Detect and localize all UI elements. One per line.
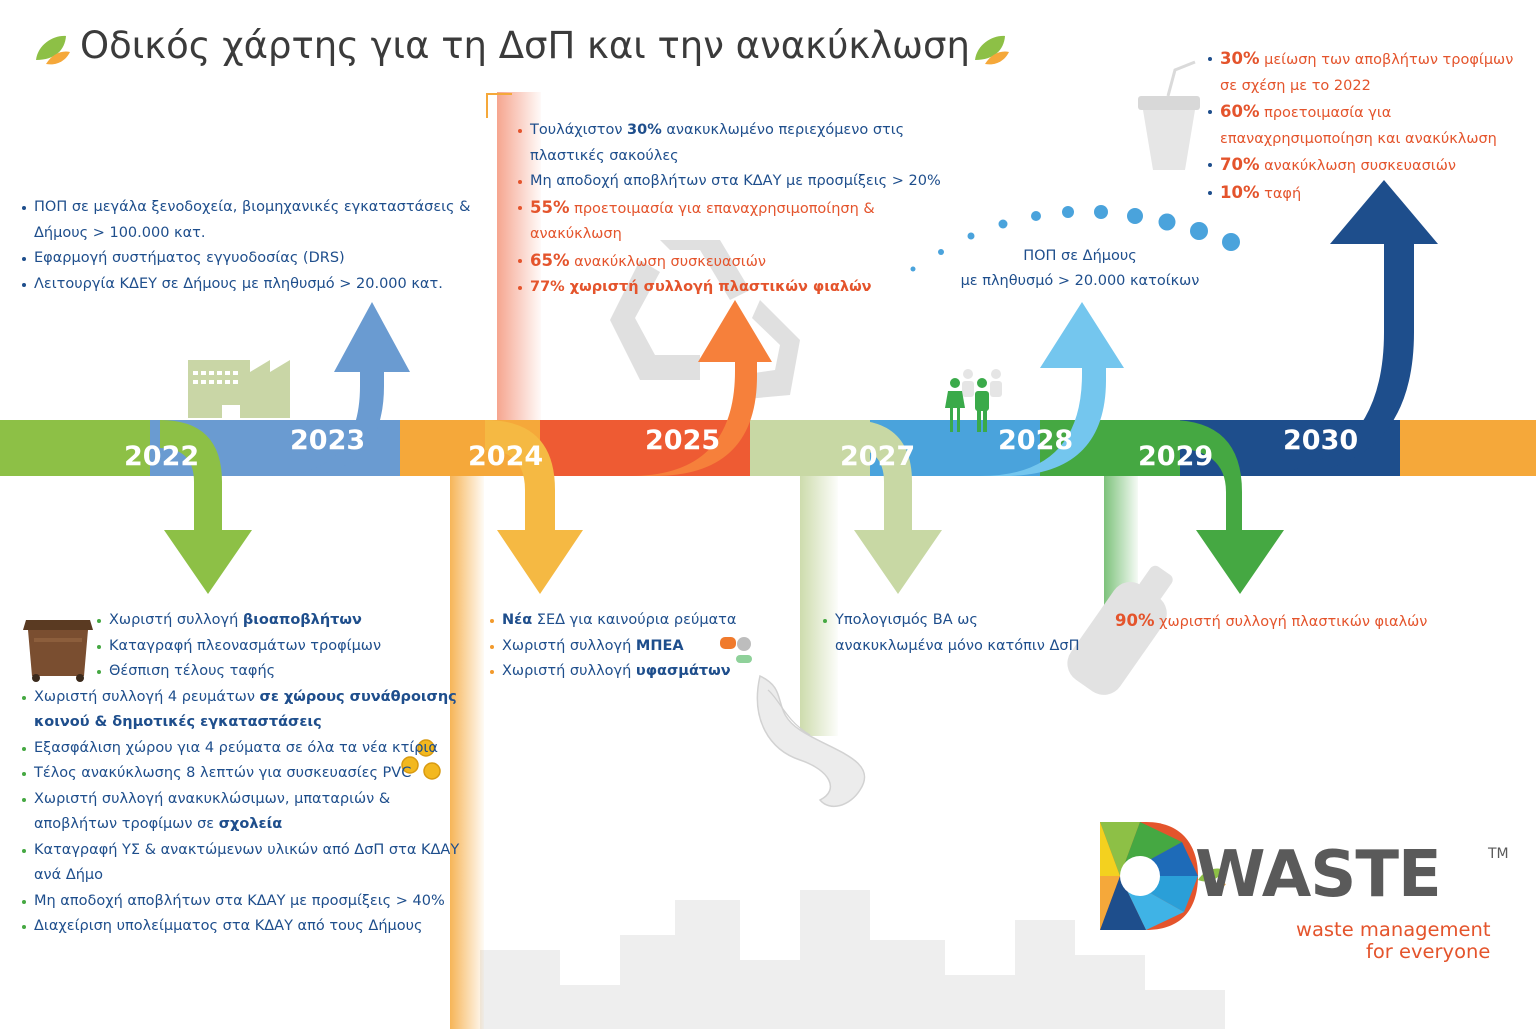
milestone-text: Χωριστή συλλογή xyxy=(109,612,243,628)
milestones-2027 xyxy=(823,608,1083,659)
milestone-text: Τουλάχιστον xyxy=(530,122,628,138)
year-label-2028: 2028 xyxy=(998,425,1074,456)
milestones-2025 xyxy=(518,118,968,301)
milestone-text: Καταγραφή ΥΣ & ανακτώμενων υλικών από ΔσΠ στα ΚΔΑΥ ανά Δήμο xyxy=(34,841,460,883)
milestone-text: ΜΠΕΑ xyxy=(635,637,684,654)
milestone-text: προετοιμασία για επαναχρησιμοποίηση και ανακύκλωση xyxy=(1220,105,1497,147)
milestone-text: ΠΟΠ σε μεγάλα ξενοδοχεία, βιομηχανικές εγκαταστάσεις & Δήμους > 100.000 κατ. xyxy=(34,199,471,241)
year-label-2029: 2029 xyxy=(1138,441,1214,472)
milestones-2024 xyxy=(490,608,780,685)
milestone-text: 77% χωριστή συλλογή πλαστικών φιαλών xyxy=(530,279,872,295)
logo-tagline-1: waste management xyxy=(1296,918,1491,941)
milestone-item xyxy=(22,685,462,736)
milestone-item xyxy=(518,169,968,195)
milestone-text: ταφή xyxy=(1259,185,1302,202)
milestone-item xyxy=(1208,152,1528,180)
milestone-text: 55% xyxy=(530,197,570,217)
milestone-item xyxy=(518,275,968,301)
milestone-text: Θέσπιση τέλους ταφής xyxy=(109,663,276,679)
milestone-item xyxy=(490,659,780,685)
milestone-text: βιοαποβλήτων xyxy=(242,612,362,628)
milestone-item xyxy=(518,118,968,169)
milestone-item xyxy=(1208,180,1528,208)
logo-wordmark: WASTE xyxy=(1195,838,1441,912)
milestones-2023 xyxy=(22,195,482,297)
milestone-text: προετοιμασία για επαναχρησιμοποίηση & ανακύκλωση xyxy=(530,200,875,242)
milestone-text: ανακύκλωση συσκευασιών xyxy=(569,253,766,270)
milestone-item xyxy=(1208,99,1528,152)
milestone-text: Χωριστή συλλογή 4 ρευμάτων xyxy=(34,688,260,705)
leaf-icon xyxy=(36,36,70,64)
milestone-text: Μη αποδοχή αποβλήτων στα ΚΔΑΥ με προσμίξεις > 20% xyxy=(530,173,941,189)
milestone-item xyxy=(490,634,780,660)
milestone-text: Καταγραφή πλεονασμάτων τροφίμων xyxy=(109,637,382,654)
milestone-text: 30% xyxy=(1220,49,1260,68)
milestone-item xyxy=(490,608,780,634)
milestones-2028 xyxy=(930,244,1230,294)
year-label-2025: 2025 xyxy=(645,425,721,456)
milestone-2028-line1: ΠΟΠ σε Δήμους xyxy=(1023,248,1137,264)
milestone-text: ΣΕΔ για καινούρια ρεύματα xyxy=(532,612,737,628)
year-label-2027: 2027 xyxy=(840,441,916,472)
milestone-text: 65% xyxy=(530,250,570,270)
milestone-item xyxy=(823,608,1083,659)
factory-icon xyxy=(188,360,290,418)
milestone-text: Νέα xyxy=(502,612,533,628)
logo-trademark: TM xyxy=(1488,846,1509,862)
leaf-icon xyxy=(975,36,1009,64)
milestone-text: Εφαρμογή συστήματος εγγυοδοσίας (DRS) xyxy=(34,250,345,266)
milestones-2022 xyxy=(22,608,462,940)
milestone-item xyxy=(518,195,968,248)
milestone-text: Τέλος ανακύκλωσης 8 λεπτών για συσκευασίες PVC xyxy=(34,765,412,781)
page-title: Οδικός χάρτης για τη ΔσΠ και την ανακύκλωση xyxy=(80,24,970,67)
milestone-text: Λειτουργία ΚΔΕΥ σε Δήμους με πληθυσμό > 20.000 κατ. xyxy=(34,275,443,292)
milestone-item xyxy=(22,787,462,838)
milestone-text: σχολεία xyxy=(218,816,283,832)
milestone-item xyxy=(22,246,482,272)
milestone-text: 70% xyxy=(1220,155,1260,174)
milestone-item xyxy=(22,659,462,685)
milestone-text: ανακυκλωμένο περιεχόμενο στις πλαστικές σακούλες xyxy=(530,122,905,164)
year-label-2024: 2024 xyxy=(468,441,544,472)
milestone-item xyxy=(22,914,462,940)
milestone-text: Χωριστή συλλογή xyxy=(502,637,636,654)
milestone-text: 30% xyxy=(627,122,662,138)
milestone-item xyxy=(518,248,968,276)
milestone-text: 10% xyxy=(1220,182,1260,202)
year-label-2030: 2030 xyxy=(1283,425,1359,456)
year-label-2023: 2023 xyxy=(290,425,366,456)
milestone-item xyxy=(22,272,482,298)
milestone-text: Χωριστή συλλογή ανακυκλώσιμων, μπαταριών & αποβλήτων τροφίμων σε xyxy=(34,790,391,832)
milestone-text: μείωση των αποβλήτων τροφίμων σε σχέση με το 2022 xyxy=(1220,52,1514,94)
logo-tagline-2: for everyone xyxy=(1366,940,1491,963)
milestone-text: Διαχείριση υπολείμματος στα ΚΔΑΥ από τους Δήμους xyxy=(34,918,423,934)
cup-icon xyxy=(1138,62,1200,170)
milestone-item xyxy=(22,195,482,246)
year-label-2022: 2022 xyxy=(124,441,200,472)
milestone-text: Υπολογισμός ΒΑ ως ανακυκλωμένα μόνο κατόπιν ΔσΠ xyxy=(835,612,1080,654)
milestones-2029 xyxy=(1115,608,1495,635)
milestone-2029-percent: 90% xyxy=(1115,611,1155,630)
milestone-item xyxy=(1208,46,1528,99)
milestone-item xyxy=(22,761,462,787)
milestone-item xyxy=(22,889,462,915)
milestone-item xyxy=(22,736,462,762)
milestone-item xyxy=(22,634,462,660)
milestones-2030 xyxy=(1208,46,1528,207)
milestone-text: Χωριστή συλλογή xyxy=(502,663,636,679)
milestone-text: Εξασφάλιση χώρου για 4 ρεύματα σε όλα τα νέα κτίρια xyxy=(34,739,438,756)
milestone-item xyxy=(22,838,462,889)
milestone-2029-text: χωριστή συλλογή πλαστικών φιαλών xyxy=(1154,614,1428,630)
milestone-text: ανακύκλωση συσκευασιών xyxy=(1259,158,1456,174)
milestone-item xyxy=(22,608,462,634)
milestone-text: υφασμάτων xyxy=(635,663,731,679)
milestone-2028-line2: με πληθυσμό > 20.000 κατοίκων xyxy=(960,273,1200,289)
milestone-text: σε χώρους συνάθροισης κοινού & δημοτικές εγκαταστάσεις xyxy=(34,688,457,730)
milestone-text: 60% xyxy=(1220,102,1260,121)
milestone-text: Μη αποδοχή αποβλήτων στα ΚΔΑΥ με προσμίξεις > 40% xyxy=(34,892,445,909)
